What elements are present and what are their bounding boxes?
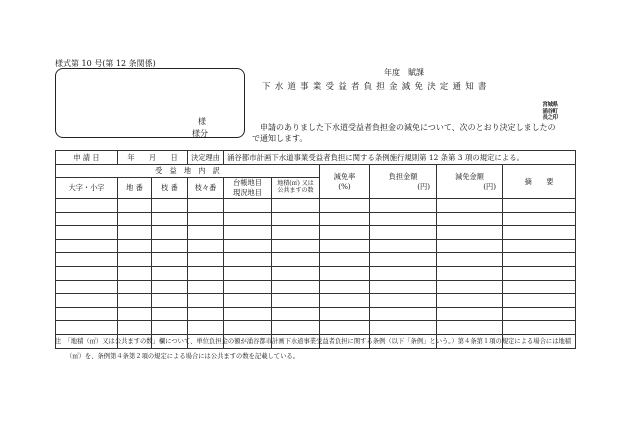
table-cell[interactable] bbox=[272, 307, 320, 321]
fiscal-year-line: 年度 賦課 bbox=[384, 68, 424, 77]
burden-amount-header bbox=[370, 165, 437, 199]
table-cell[interactable] bbox=[188, 239, 224, 253]
table-cell[interactable] bbox=[56, 199, 118, 213]
table-cell[interactable] bbox=[152, 239, 188, 253]
table-cell[interactable] bbox=[320, 307, 370, 321]
table-cell[interactable] bbox=[272, 280, 320, 294]
table-cell[interactable] bbox=[224, 239, 272, 253]
table-cell[interactable] bbox=[437, 294, 503, 308]
area-label-1: 地積(㎡) 又は bbox=[277, 180, 314, 188]
table-cell[interactable] bbox=[224, 199, 272, 213]
table-cell[interactable] bbox=[118, 253, 152, 267]
reduction-table bbox=[55, 150, 576, 349]
table-cell[interactable] bbox=[224, 321, 272, 335]
table-row bbox=[56, 212, 576, 226]
table-cell[interactable] bbox=[118, 321, 152, 335]
table-cell[interactable] bbox=[224, 253, 272, 267]
table-cell[interactable] bbox=[370, 239, 437, 253]
seal-line: 長之印 bbox=[542, 115, 558, 122]
burden-amount-label: 負担金額 bbox=[388, 171, 418, 181]
table-cell[interactable] bbox=[370, 266, 437, 280]
table-cell[interactable] bbox=[370, 280, 437, 294]
table-cell[interactable] bbox=[437, 321, 503, 335]
addressee-box[interactable] bbox=[55, 68, 245, 138]
table-cell[interactable] bbox=[272, 321, 320, 335]
col-header-edaedaban: 枝々番 bbox=[188, 178, 224, 199]
table-cell[interactable] bbox=[320, 266, 370, 280]
decision-reason-label: 決定理由 bbox=[188, 151, 224, 165]
seal-line: 涌谷町 bbox=[542, 108, 558, 115]
notice-title: 下水道事業受益者負担金減免決定通知書 bbox=[262, 82, 491, 92]
table-cell[interactable] bbox=[437, 226, 503, 240]
table-cell[interactable] bbox=[56, 253, 118, 267]
col-header-area bbox=[272, 178, 320, 199]
table-cell[interactable] bbox=[152, 266, 188, 280]
table-cell[interactable] bbox=[224, 226, 272, 240]
table-cell[interactable] bbox=[188, 199, 224, 213]
reduction-amount-label: 減免金額 bbox=[455, 171, 484, 181]
reduction-rate-unit: (%) bbox=[338, 182, 351, 191]
table-cell[interactable] bbox=[272, 212, 320, 226]
table-row bbox=[56, 253, 576, 267]
table-cell[interactable] bbox=[118, 226, 152, 240]
table-cell[interactable] bbox=[503, 212, 576, 226]
table-cell[interactable] bbox=[503, 294, 576, 308]
table-cell[interactable] bbox=[503, 280, 576, 294]
table-cell[interactable] bbox=[370, 321, 437, 335]
table-cell[interactable] bbox=[56, 266, 118, 280]
table-cell[interactable] bbox=[272, 294, 320, 308]
table-cell[interactable] bbox=[437, 212, 503, 226]
footnote-line-2: （㎡）を、条例第４条第２項の規定による場合には公共ますの数を記載している。 bbox=[66, 353, 299, 360]
reduction-amount-header bbox=[437, 165, 503, 199]
table-cell[interactable] bbox=[272, 266, 320, 280]
table-row bbox=[56, 226, 576, 240]
table-cell[interactable] bbox=[320, 321, 370, 335]
table-cell[interactable] bbox=[118, 294, 152, 308]
table-cell[interactable] bbox=[224, 307, 272, 321]
table-cell[interactable] bbox=[503, 226, 576, 240]
seal-line: 宮城県 bbox=[542, 102, 558, 109]
table-cell[interactable] bbox=[224, 280, 272, 294]
table-cell[interactable] bbox=[224, 266, 272, 280]
burden-amount-unit: (円) bbox=[417, 181, 431, 191]
table-cell[interactable] bbox=[320, 226, 370, 240]
table-row bbox=[56, 307, 576, 321]
table-row bbox=[56, 199, 576, 213]
application-date-value[interactable]: 年 月 日 bbox=[118, 151, 188, 165]
col-header-land-category bbox=[224, 178, 272, 199]
table-cell[interactable] bbox=[437, 280, 503, 294]
table-cell[interactable] bbox=[152, 307, 188, 321]
table-cell[interactable] bbox=[188, 212, 224, 226]
table-cell[interactable] bbox=[503, 253, 576, 267]
table-cell[interactable] bbox=[437, 253, 503, 267]
addressee-honorific: 様 bbox=[198, 117, 206, 126]
table-cell[interactable] bbox=[188, 321, 224, 335]
reduction-rate-header bbox=[320, 165, 370, 199]
table-cell[interactable] bbox=[152, 253, 188, 267]
table-row bbox=[56, 294, 576, 308]
table-cell[interactable] bbox=[188, 266, 224, 280]
official-seal bbox=[540, 102, 560, 122]
table-cell[interactable] bbox=[503, 321, 576, 335]
table-cell[interactable] bbox=[224, 294, 272, 308]
table-cell[interactable] bbox=[320, 253, 370, 267]
table-cell[interactable] bbox=[370, 212, 437, 226]
reduction-rate-label: 減免率 bbox=[333, 172, 356, 181]
table-row bbox=[56, 239, 576, 253]
table-cell[interactable] bbox=[272, 253, 320, 267]
table-cell[interactable] bbox=[272, 199, 320, 213]
table-cell[interactable] bbox=[56, 212, 118, 226]
notice-body-line-1: 申請のありました下水道受益者負担金の減免について、次のとおり決定しましたの bbox=[260, 123, 556, 132]
table-cell[interactable] bbox=[118, 280, 152, 294]
table-cell[interactable] bbox=[272, 239, 320, 253]
benefit-area-header: 受 益 地 内 訳 bbox=[56, 165, 320, 178]
remarks-header: 摘 要 bbox=[503, 165, 576, 199]
table-cell[interactable] bbox=[56, 226, 118, 240]
table-cell[interactable] bbox=[118, 266, 152, 280]
table-cell[interactable] bbox=[320, 280, 370, 294]
table-cell[interactable] bbox=[320, 199, 370, 213]
table-cell[interactable] bbox=[56, 294, 118, 308]
table-cell[interactable] bbox=[56, 280, 118, 294]
table-cell[interactable] bbox=[56, 307, 118, 321]
table-row bbox=[56, 280, 576, 294]
table-cell[interactable] bbox=[503, 239, 576, 253]
table-cell[interactable] bbox=[118, 212, 152, 226]
table-cell[interactable] bbox=[503, 307, 576, 321]
table-cell[interactable] bbox=[56, 239, 118, 253]
land-category-ledger: 台帳地目 bbox=[233, 178, 262, 187]
table-cell[interactable] bbox=[152, 294, 188, 308]
table-cell[interactable] bbox=[188, 280, 224, 294]
table-cell[interactable] bbox=[320, 239, 370, 253]
table-cell[interactable] bbox=[188, 294, 224, 308]
application-date-label: 申 請 日 bbox=[56, 151, 118, 165]
area-label-2: 公共ますの数 bbox=[277, 187, 314, 194]
table-cell[interactable] bbox=[152, 199, 188, 213]
table-cell[interactable] bbox=[503, 266, 576, 280]
table-cell[interactable] bbox=[188, 253, 224, 267]
table-cell[interactable] bbox=[152, 280, 188, 294]
table-cell[interactable] bbox=[370, 294, 437, 308]
table-cell[interactable] bbox=[118, 199, 152, 213]
table-cell[interactable] bbox=[152, 321, 188, 335]
reduction-amount-unit: (円) bbox=[483, 181, 497, 191]
table-cell[interactable] bbox=[503, 199, 576, 213]
table-cell[interactable] bbox=[370, 253, 437, 267]
table-cell[interactable] bbox=[370, 226, 437, 240]
table-cell[interactable] bbox=[56, 321, 118, 335]
table-cell[interactable] bbox=[272, 226, 320, 240]
col-header-chiban: 地 番 bbox=[118, 178, 152, 199]
col-header-edaban: 枝 番 bbox=[152, 178, 188, 199]
form-number: 様式第 10 号(第 12 条関係) bbox=[55, 59, 156, 68]
table-cell[interactable] bbox=[370, 199, 437, 213]
addressee-honorific-portion: 様分 bbox=[192, 129, 208, 138]
table-row bbox=[56, 321, 576, 335]
table-cell[interactable] bbox=[152, 212, 188, 226]
table-cell[interactable] bbox=[437, 307, 503, 321]
notice-body-line-2: で通知します。 bbox=[252, 134, 308, 143]
table-cell[interactable] bbox=[370, 307, 437, 321]
table-cell[interactable] bbox=[437, 199, 503, 213]
footnote-line-1: 注 「地積（㎡）又は公共ますの数」欄について、単位負担金の額が涌谷都市計画下水道事業受益者負担に関する条例（以下「条例」という。）第４条第１項の規定による場合には地積 bbox=[55, 338, 572, 345]
table-cell[interactable] bbox=[152, 226, 188, 240]
table-cell[interactable] bbox=[437, 266, 503, 280]
land-category-current: 現況地目 bbox=[233, 188, 262, 197]
decision-reason-value: 涌谷都市計画下水道事業受益者負担に関する条例施行規則第 12 条第 3 項の規定による。 bbox=[224, 151, 576, 165]
table-cell[interactable] bbox=[224, 212, 272, 226]
table-cell[interactable] bbox=[188, 226, 224, 240]
table-cell[interactable] bbox=[188, 307, 224, 321]
table-row bbox=[56, 266, 576, 280]
col-header-aza: 大字・小字 bbox=[56, 178, 118, 199]
table-cell[interactable] bbox=[118, 307, 152, 321]
table-cell[interactable] bbox=[320, 212, 370, 226]
table-cell[interactable] bbox=[437, 239, 503, 253]
table-cell[interactable] bbox=[320, 294, 370, 308]
table-cell[interactable] bbox=[118, 239, 152, 253]
